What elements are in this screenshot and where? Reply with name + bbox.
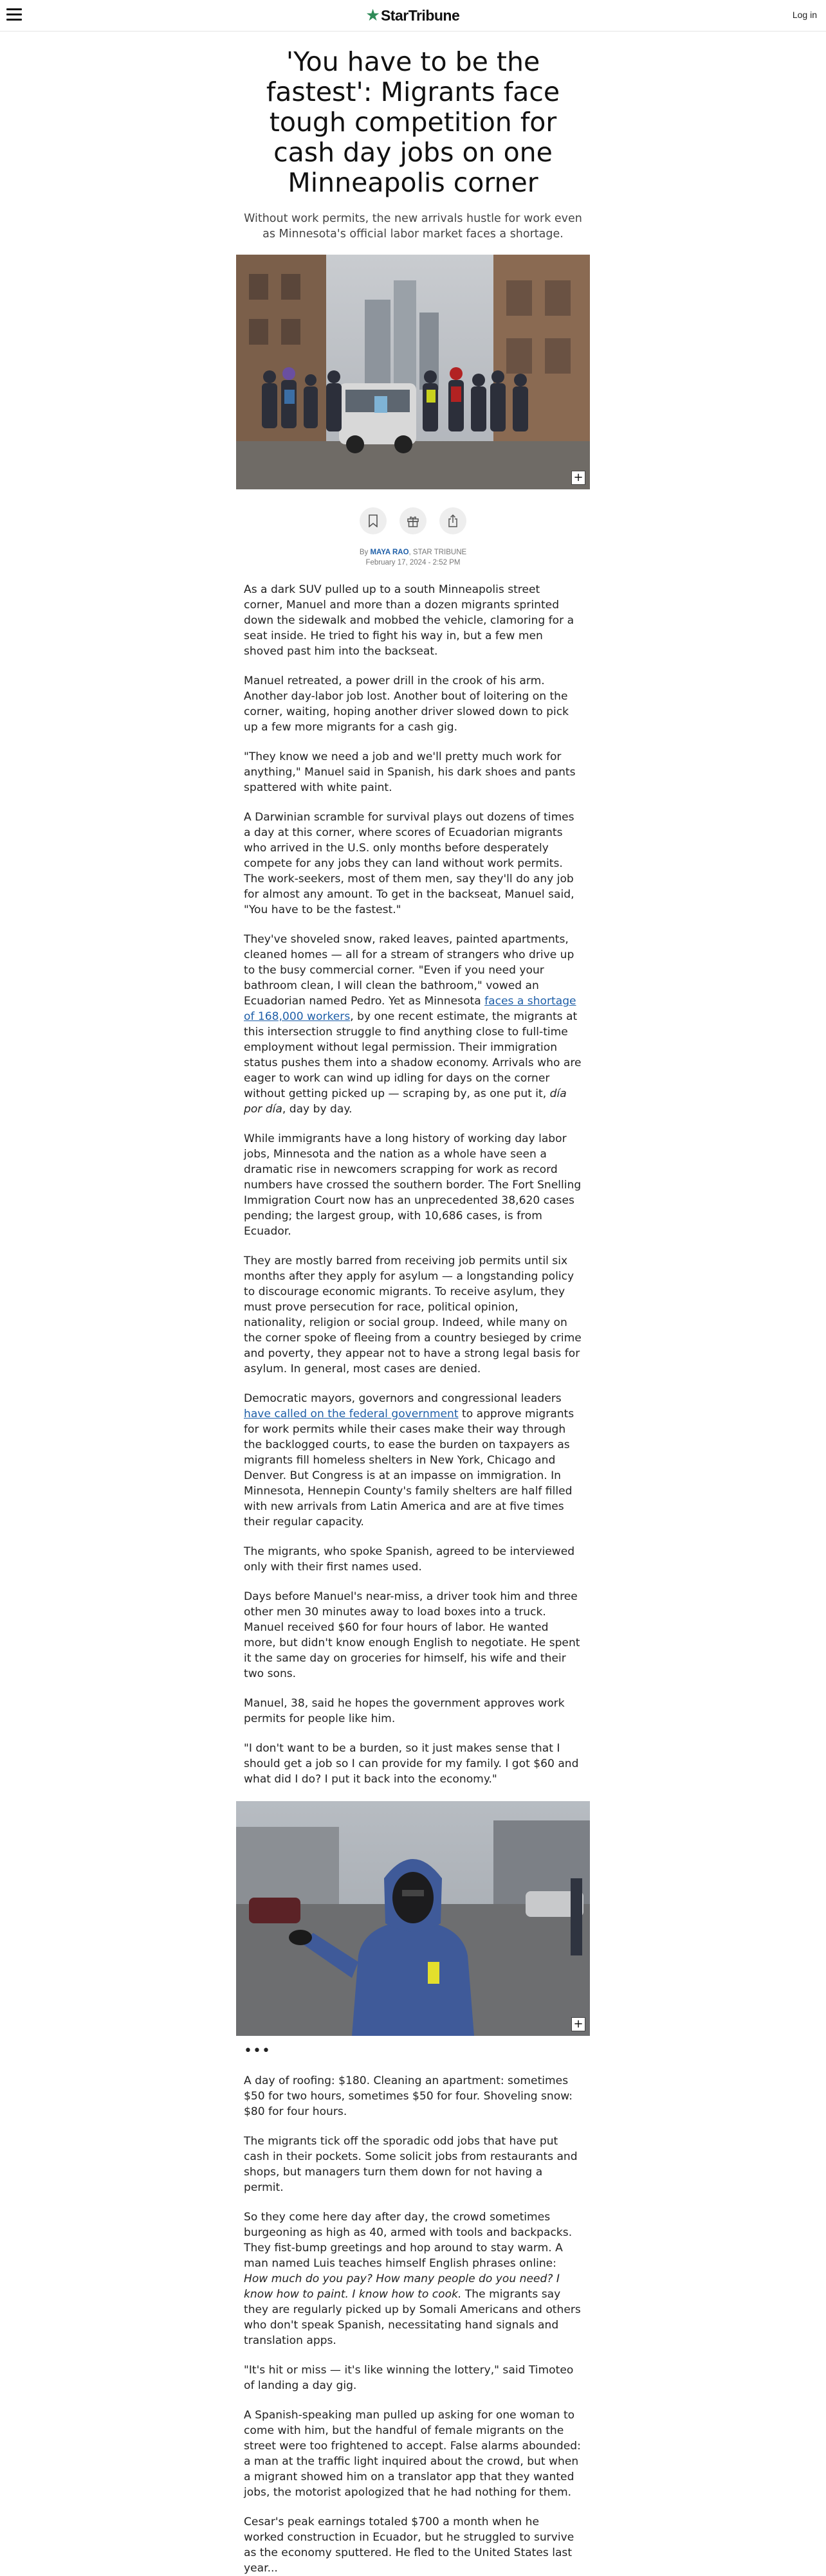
paragraph: Manuel retreated, a power drill in the crook of his arm. Another day-labor job lost. Another bout of loitering on the corner, waiting, hoping another driver slowed down to pick up a few more migrants for a cash gig. bbox=[244, 675, 569, 734]
text: , by one recent estimate, the migrants at this intersection struggle to find anything close to full-time employment without legal permission. Their immigration status pushes them into a shadow economy. Arrivals who are eager to work can wind up idling for days on the corner without getting picked up — scraping by, as one put it, bbox=[244, 1010, 582, 1100]
labor-shortage-link[interactable]: faces a shortage of 168,000 workers bbox=[244, 995, 576, 1023]
byline-by: By bbox=[359, 549, 369, 556]
site-header bbox=[0, 0, 826, 32]
section-break: ••• bbox=[244, 2043, 271, 2059]
paragraph: The migrants tick off the sporadic odd jobs that have put cash in their pockets. Some solicit jobs from restaurants and shops, but managers turn them down for not having a permit. bbox=[244, 2135, 578, 2194]
article bbox=[236, 47, 590, 2576]
inline-photo bbox=[236, 1801, 590, 2036]
article-actions bbox=[236, 507, 590, 534]
hamburger-menu-icon[interactable] bbox=[6, 8, 22, 21]
byline bbox=[236, 547, 590, 568]
author-link[interactable]: MAYA RAO bbox=[370, 549, 409, 556]
paragraph: A day of roofing: $180. Cleaning an apartment: sometimes $50 for two hours, sometimes $50 for four. Shoveling snow: $80 for four hours. bbox=[244, 2074, 573, 2118]
login-link[interactable]: Log in bbox=[792, 10, 817, 20]
article-dek: Without work permits, the new arrivals hustle for work even as Minnesota's official labor market faces a shortage. bbox=[244, 212, 582, 240]
headline: 'You have to be the fastest': Migrants face tough competition for cash day jobs on one Minneapolis corner bbox=[266, 46, 560, 198]
paragraph: They are mostly barred from receiving job permits until six months after they apply for asylum — a longstanding policy to discourage economic migrants. To receive asylum, they must prove persecution for race, political opinion, nationality, religion or social group. Indeed, while many on the corner spoke of fleeing from a country besieged by crime and poverty, they appear not to have a strong legal basis for asylum. In general, most cases are denied. bbox=[244, 1255, 582, 1375]
plus-expand-icon[interactable]: + bbox=[571, 2017, 585, 2031]
inline-photo-image bbox=[236, 1801, 590, 2036]
text: , day by day. bbox=[282, 1103, 353, 1116]
italic-phrase: día por día bbox=[244, 1087, 567, 1116]
paragraph: While immigrants have a long history of working day labor jobs, Minnesota and the nation as a whole have seen a dramatic rise in newcomers scrapping for work as record numbers have crossed the southern border. The Fort Snelling Immigration Court now has an unprecedented 38,620 cases pending; the largest group, with 10,686 cases, is from Ecuador. bbox=[244, 1132, 582, 1238]
logo-text: StarTribune bbox=[380, 6, 460, 24]
save-button[interactable] bbox=[360, 507, 387, 534]
paragraph: A Darwinian scramble for survival plays out dozens of times a day at this corner, where scores of Ecuadorian migrants who arrived in the U.S. only months before desperately compete for any jobs they can land without work permits. The work-seekers, most of them men, say they'll do any job for almost any amount. To get in the backseat, Manuel said, "You have to be the fastest." bbox=[244, 811, 574, 916]
publish-date: February 17, 2024 - 2:52 PM bbox=[365, 559, 461, 567]
share-button[interactable] bbox=[439, 507, 466, 534]
share-icon bbox=[447, 514, 459, 527]
paragraph bbox=[244, 2209, 582, 2348]
paragraph: As a dark SUV pulled up to a south Minneapolis street corner, Manuel and more than a dozen migrants sprinted down the sidewalk and mobbed the vehicle, clamoring for a seat inside. He tried to fight his way in, but a few men shoved past him into the backseat. bbox=[244, 583, 574, 658]
text: to approve migrants for work permits while their cases make their way through the backlogged courts, to ease the burden on taxpayers as migrants fill homeless shelters in New York, Chicago and Denver. But Congress is at an impasse on immigration. In Minnesota, Hennepin County's family shelters are half filled with new arrivals from Latin America and are at five times their regular capacity. bbox=[244, 1408, 574, 1528]
gift-article-button[interactable] bbox=[399, 507, 427, 534]
federal-government-link[interactable]: have called on the federal government bbox=[244, 1408, 459, 1420]
text: Democratic mayors, governors and congressional leaders bbox=[244, 1392, 562, 1405]
text: So they come here day after day, the crowd sometimes burgeoning as high as 40, armed with tools and backpacks. They fist-bump greetings and hop around to stay warm. A man named Luis teaches himself English phrases online: bbox=[244, 2211, 573, 2270]
paragraph bbox=[244, 1391, 582, 1530]
paragraph: Days before Manuel's near-miss, a driver took him and three other men 30 minutes away to load boxes into a truck. Manuel received $60 for four hours of labor. He wanted more, but didn't know enough English to negotiate. He spent it the same day on groceries for himself, his wife and their two sons. bbox=[244, 1590, 580, 1680]
lead-photo bbox=[236, 255, 590, 489]
paragraph: The migrants, who spoke Spanish, agreed to be interviewed only with their first names used. bbox=[244, 1545, 575, 1574]
lead-photo-image bbox=[236, 255, 590, 489]
plus-expand-icon[interactable]: + bbox=[571, 471, 585, 485]
paragraph bbox=[244, 932, 582, 1117]
paragraph: A Spanish-speaking man pulled up asking for one woman to come with him, but the handful of female migrants on the street were too frightened to accept. False alarms abounded: a man at the traffic light inquired about the crowd, but when a migrant showed him on a translator app that they wanted jobs, the motorist apologized that he had nothing for them. bbox=[244, 2409, 581, 2499]
paragraph: Manuel, 38, said he hopes the government approves work permits for people like him. bbox=[244, 1697, 565, 1725]
outlet: , STAR TRIBUNE bbox=[408, 549, 467, 556]
gift-icon bbox=[407, 514, 419, 527]
site-logo[interactable] bbox=[367, 7, 460, 24]
paragraph: "They know we need a job and we'll pretty much work for anything," Manuel said in Spanish, his dark shoes and pants spattered with white paint. bbox=[244, 750, 576, 794]
italic-phrase: How much do you pay? How many people do you need? I know how to paint. I know how to cook. bbox=[244, 2272, 560, 2301]
paragraph: "I don't want to be a burden, so it just makes sense that I should get a job so I can provide for my family. I got $60 and what did I do? I put it back into the economy." bbox=[244, 1742, 579, 1786]
paragraph: "It's hit or miss — it's like winning the lottery," said Timoteo of landing a day gig. bbox=[244, 2364, 574, 2392]
text: The migrants say they are regularly picked up by Somali Americans and others who don't speak Spanish, necessitating hand signals and translation apps. bbox=[244, 2288, 581, 2347]
article-body-continued bbox=[244, 2073, 582, 2576]
text: They've shoveled snow, raked leaves, painted apartments, cleaned homes — all for a stream of strangers who drive up to the busy commercial corner. "Even if you need your bathroom clean, I will clean the bathroom," vowed an Ecuadorian named Pedro. Yet as Minnesota bbox=[244, 933, 574, 1008]
bookmark-icon bbox=[367, 514, 379, 527]
article-body bbox=[244, 582, 582, 1787]
star-icon: ★ bbox=[366, 7, 379, 23]
paragraph: Cesar's peak earnings totaled $700 a month when he worked construction in Ecuador, but he struggled to survive as the economy sputtered. He fled to the United States last year... bbox=[244, 2516, 574, 2575]
